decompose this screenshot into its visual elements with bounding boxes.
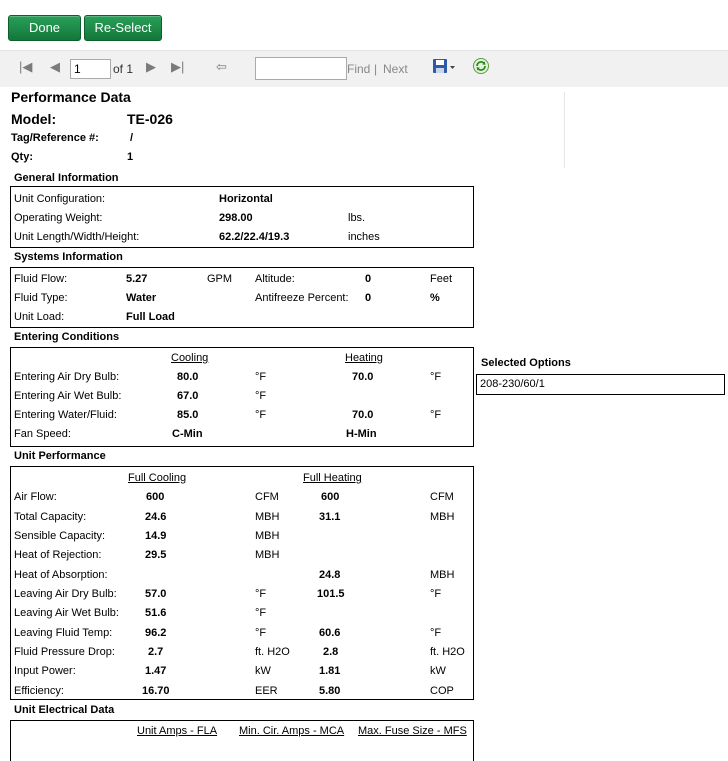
selected-option-value: 208-230/60/1 [480,378,545,390]
export-icon[interactable] [432,58,456,81]
total-capacity-cooling: 24.6 [145,511,167,523]
entering-air-dry-bulb-cooling: 80.0 [177,371,199,383]
entering-water-heating-unit: °F [430,409,442,421]
entering-air-dry-bulb-heating: 70.0 [352,371,374,383]
heat-of-absorption-heating-unit: MBH [430,569,455,581]
entering-air-wet-bulb-label: Entering Air Wet Bulb: [14,390,122,402]
air-flow-cooling: 600 [146,491,165,503]
efficiency-cooling-unit: EER [255,685,278,697]
report-toolbar [0,50,728,87]
electrical-data-title: Unit Electrical Data [14,704,115,716]
fluid-pressure-drop-heating-unit: ft. H2O [430,646,465,658]
unit-performance-title: Unit Performance [14,450,106,462]
entering-air-wet-bulb-cooling: 67.0 [177,390,199,402]
leaving-fluid-temp-label: Leaving Fluid Temp: [14,627,113,639]
next-page-icon[interactable]: ▶ [146,59,156,74]
fan-speed-cooling: C-Min [172,428,203,440]
fluid-type-value: Water [126,292,157,304]
leaving-air-wet-bulb-cooling-unit: °F [255,607,267,619]
air-flow-heating: 600 [321,491,340,503]
fluid-flow-unit: GPM [207,273,233,285]
leaving-air-dry-bulb-heating-unit: °F [430,588,442,600]
input-power-label: Input Power: [14,665,76,677]
page-number-input[interactable] [70,59,111,79]
entering-air-dry-bulb-label: Entering Air Dry Bulb: [14,371,120,383]
col-unit-amps-fla: Unit Amps - FLA [137,725,218,737]
entering-air-dry-bulb-heating-unit: °F [430,371,442,383]
entering-air-dry-bulb-cooling-unit: °F [255,371,267,383]
next-link[interactable]: Next [383,62,408,76]
model-value: TE-026 [127,111,173,127]
fluid-flow-value: 5.27 [126,273,148,285]
altitude-value: 0 [365,273,372,285]
unit-dimensions-value: 62.2/22.4/19.3 [219,231,290,243]
air-flow-heating-unit: CFM [430,491,454,503]
air-flow-label: Air Flow: [14,491,57,503]
leaving-air-dry-bulb-label: Leaving Air Dry Bulb: [14,588,117,600]
sensible-capacity-cooling-unit: MBH [255,530,280,542]
fan-speed-label: Fan Speed: [14,428,71,440]
unit-config-value: Horizontal [219,193,273,205]
top-bar [0,0,728,50]
antifreeze-label: Antifreeze Percent: [255,292,349,304]
fan-speed-heating: H-Min [346,428,377,440]
fluid-pressure-drop-cooling: 2.7 [148,646,164,658]
done-button[interactable]: Done [8,15,81,41]
operating-weight-unit: lbs. [348,212,366,224]
antifreeze-unit: % [430,292,440,304]
systems-info-box [10,267,474,328]
heat-of-rejection-cooling: 29.5 [145,549,167,561]
find-input[interactable] [255,57,347,80]
entering-water-heating: 70.0 [352,409,374,421]
efficiency-heating-unit: COP [430,685,454,697]
unit-load-value: Full Load [126,311,175,323]
total-capacity-label: Total Capacity: [14,511,87,523]
total-capacity-cooling-unit: MBH [255,511,280,523]
fluid-pressure-drop-label: Fluid Pressure Drop: [14,646,115,658]
leaving-air-dry-bulb-cooling-unit: °F [255,588,267,600]
total-capacity-heating: 31.1 [319,511,341,523]
leaving-fluid-temp-cooling-unit: °F [255,627,267,639]
selected-options-title: Selected Options [481,357,571,369]
find-link[interactable]: Find [347,62,371,76]
entering-heating-header: Heating [345,352,383,364]
unit-performance-box [10,466,474,700]
general-info-title: General Information [14,172,119,184]
qty-value: 1 [127,151,134,163]
full-heating-header: Full Heating [303,472,362,484]
leaving-air-wet-bulb-label: Leaving Air Wet Bulb: [14,607,119,619]
entering-conditions-box [10,347,474,447]
tag-label: Tag/Reference #: [11,132,99,144]
general-info-box [10,186,474,248]
leaving-air-dry-bulb-cooling: 57.0 [145,588,167,600]
input-power-cooling: 1.47 [145,665,167,677]
qty-label: Qty: [11,151,33,163]
first-page-icon[interactable]: |◀ [19,59,33,74]
input-power-heating-unit: kW [430,665,446,677]
sensible-capacity-cooling: 14.9 [145,530,167,542]
refresh-icon[interactable] [472,57,490,80]
previous-page-icon[interactable]: ◀ [50,59,60,74]
systems-info-title: Systems Information [14,251,123,263]
operating-weight-label: Operating Weight: [14,212,103,224]
heat-of-rejection-label: Heat of Rejection: [14,549,102,561]
unit-dimensions-label: Unit Length/Width/Height: [14,231,140,243]
report-content [0,87,728,747]
leaving-fluid-temp-heating-unit: °F [430,627,442,639]
leaving-air-dry-bulb-heating: 101.5 [317,588,345,600]
unit-load-label: Unit Load: [14,311,65,323]
air-flow-cooling-unit: CFM [255,491,279,503]
leaving-fluid-temp-heating: 60.6 [319,627,341,639]
operating-weight-value: 298.00 [219,212,253,224]
altitude-unit: Feet [430,273,453,285]
page-count: of 1 [113,62,134,76]
entering-air-wet-bulb-cooling-unit: °F [255,390,267,402]
selected-options-box [476,374,725,395]
antifreeze-value: 0 [365,292,372,304]
electrical-data-box [10,720,474,761]
entering-water-cooling-unit: °F [255,409,267,421]
find-separator: | [374,62,378,76]
fluid-pressure-drop-cooling-unit: ft. H2O [255,646,290,658]
page-title: Performance Data [11,89,131,105]
total-capacity-heating-unit: MBH [430,511,455,523]
altitude-label: Altitude: [255,273,295,285]
leaving-air-wet-bulb-cooling: 51.6 [145,607,167,619]
sensible-capacity-label: Sensible Capacity: [14,530,106,542]
fluid-pressure-drop-heating: 2.8 [323,646,339,658]
heat-of-absorption-label: Heat of Absorption: [14,569,108,581]
entering-cooling-header: Cooling [171,352,209,364]
fluid-type-label: Fluid Type: [14,292,68,304]
leaving-fluid-temp-cooling: 96.2 [145,627,167,639]
col-min-circuit-amps-mca: Min. Cir. Amps - MCA [239,725,345,737]
efficiency-cooling: 16.70 [142,685,170,697]
efficiency-label: Efficiency: [14,685,64,697]
entering-water-cooling: 85.0 [177,409,199,421]
unit-config-label: Unit Configuration: [14,193,106,205]
heat-of-absorption-heating: 24.8 [319,569,341,581]
efficiency-heating: 5.80 [319,685,341,697]
heat-of-rejection-cooling-unit: MBH [255,549,280,561]
col-max-fuse-size-mfs: Max. Fuse Size - MFS [358,725,467,737]
unit-dimensions-unit: inches [348,231,380,243]
fluid-flow-label: Fluid Flow: [14,273,68,285]
input-power-cooling-unit: kW [255,665,271,677]
back-icon[interactable]: ⇦ [216,59,227,74]
entering-conditions-title: Entering Conditions [14,331,120,343]
tag-value: / [130,132,134,144]
input-power-heating: 1.81 [319,665,341,677]
model-label: Model: [11,111,57,127]
divider-line [564,92,565,168]
entering-water-label: Entering Water/Fluid: [14,409,117,421]
last-page-icon[interactable]: ▶| [171,59,185,74]
full-cooling-header: Full Cooling [128,472,187,484]
reselect-button[interactable]: Re-Select [84,15,162,41]
